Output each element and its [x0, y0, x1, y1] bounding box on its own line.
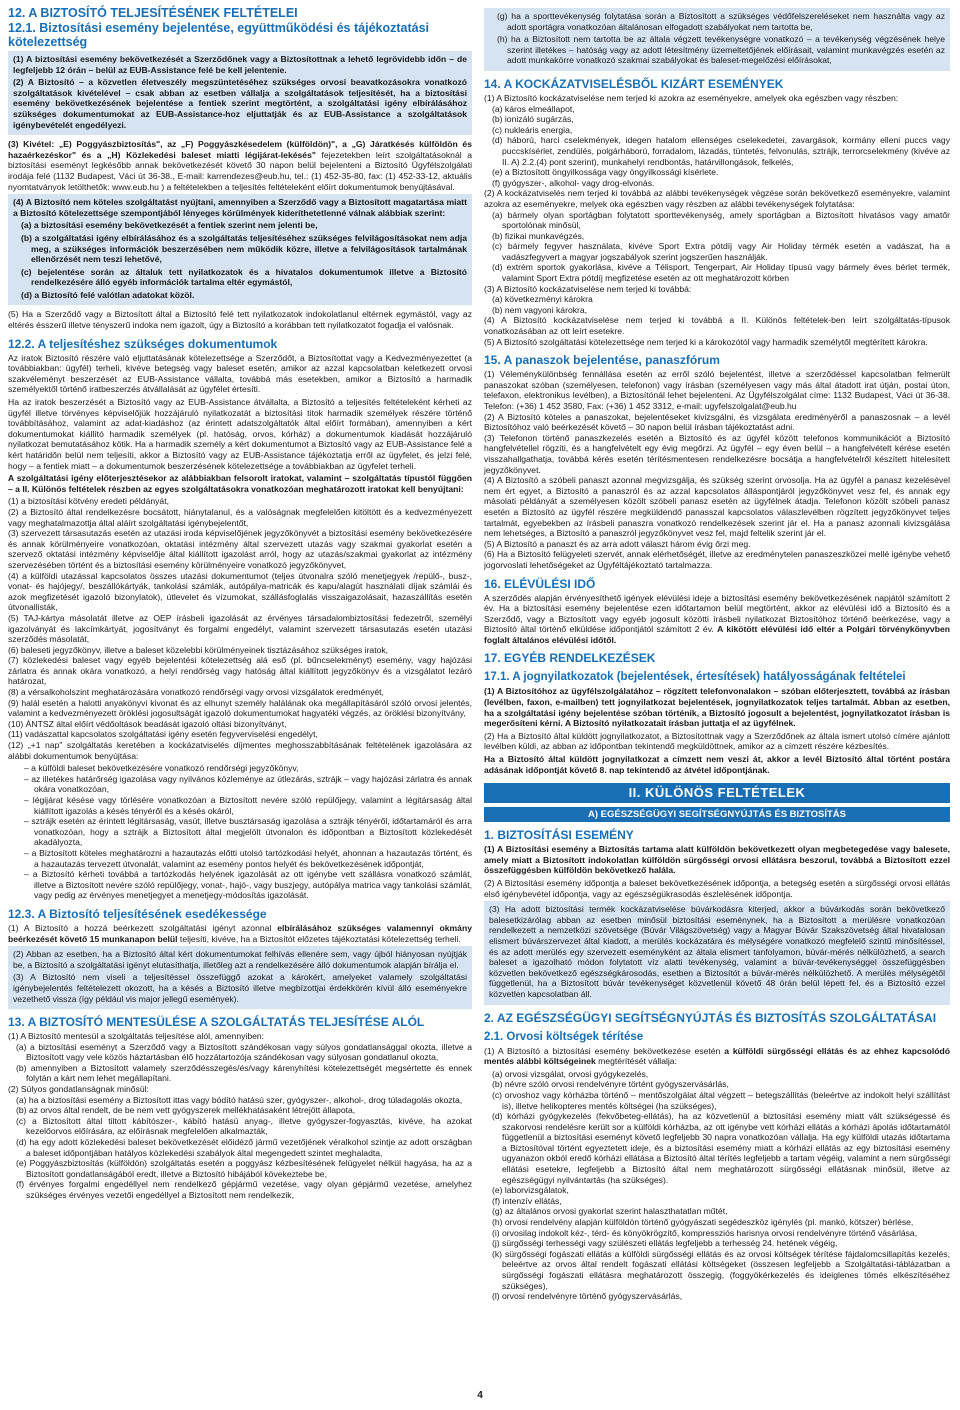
right-column	[484, 6, 950, 1304]
list-item: (b) nem vagyoni károkra,	[492, 304, 588, 315]
list-item: (a) káros elmeállapot,	[492, 103, 575, 114]
section-heading-2: 2. AZ EGÉSZSÉGÜGYI SEGÍTSÉGNYÚJTÁS ÉS BIZTOSÍTÁS SZOLGÁLTATÁSAI	[484, 1010, 937, 1025]
part-subbanner: A) EGÉSZSÉGÜGYI SEGÍTSÉGNYÚJTÁS ÉS BIZTOSÍTÁS	[484, 807, 950, 822]
list-item: (d) a Biztosító felé valótlan adatokat közöl.	[21, 289, 195, 300]
list-item: (1) A Biztosító mentesül a szolgáltatás teljesítése alól, amennyiben:	[8, 1031, 265, 1042]
list-item: (5) TAJ-kártya másolatát illetve az OEP írásbeli igazolását az érvényes társadalombiztosítási fedezetről, személyi igazolványát és lakcímkártyát, jogosítványt és forgalmi engedélyt, valamint szervezett társasutazás esetén utazási szerződés másolatát,	[8, 612, 472, 645]
list-item: (d) háború, harci cselekmények, idegen hatalom ellenséges cselekedetei, zavargások, kormány elleni puccs vagy puccskísérlet, zendülés, polgárháború, forradalom, lázadás, tüntetés, felvonulás, sztrájk, terrorcselekmény (kivéve az II. A) 2.2.(4) pont szerint), munkahelyi rendbontás, határvillongások, felkelés,	[492, 135, 950, 167]
list-item: (5) A Biztosító szolgáltatási kötelezettsége nem terjed ki a károkozótól vagy harmadik személytől megtérített károkra.	[484, 336, 928, 347]
list-item: (3) szervezett társasutazás esetén az utazási iroda képviselőjének jegyzőkönyvét a biztosítási esemény bekövetkezésére és annak körülményeire vonatkozóan, oktatási intézmény által szervezett utazás vagy szakmai gyakorlat esetén a szervező oktatási intézmény képviselője által kiállított igazolást arról, hogy az utazás/szakmai gyakorlat az intézmény szervezésében történt és a biztosítási esemény körülményeire vonatkozó jegyzőkönyvet,	[8, 528, 472, 570]
list-item: (d) kórházi gyógykezelés (fekvőbeteg-ellátás), ha az közvetlenül a biztosítási esemény miatt vált szükségessé és szakorvosi rendelésre került sor a külföldi kórházba, az ott igénybe vett kórházi ellátás a kórházi ápolás időtartamától függetlenül a biztosítási eseményt követő legfeljebb 30 napra vonatkozóan vállalja. Ha egy külföldi utazás időtartama a Biztosítóval történt egyeztetett ideje, és a biztosítási esemény miatt a kórházi ellátás az egy biztosítási esemény ugyanazon okból eredő kórházi ellátása a Biztosító által térítés legfeljebb a tartam végéig, valamint a nem sürgősségi ellátási esetekre, legfeljebb a Biztosító által nem meghatározott sürgősségi ellátásnak minősül, illetve az egészségügyi nyilvántartás (ha szükséges).	[492, 1111, 950, 1185]
document-list	[8, 496, 472, 761]
paragraph: (2) Abban az esetben, ha a Biztosító által kért dokumentumokat felhívás ellenére sem, vagy újból hiányosan nyújtják be, a Biztosító a szolgáltatási igényt elutasíthatja, illetőleg azt a rendelkezésére álló dokumentumok alapján bírálja el.	[13, 949, 467, 970]
list-item: (c) bármely fegyver használata, kivéve Sport Extra pótdíj vagy Air Holiday térmék esetén a vadászat, ha a vadászfegyvert a magyar jogszabályok szerint jogszerűen használják.	[492, 241, 950, 262]
list-item: (f) gyógyszer-, alkohol- vagy drog-elvonás.	[492, 177, 655, 188]
list-item: (4) A Biztosító kockázatviselése nem terjed ki továbbá a II. Különös feltételek-ben leírt szolgáltatás-típusok vonatkozásában az ott leírt esetekre.	[484, 315, 950, 337]
medical-costs-list	[484, 1069, 950, 1302]
section-heading-16: 16. ELÉVÜLÉSI IDŐ	[484, 576, 596, 591]
list-item: (a) orvosi vizsgálat, orvosi gyógykezelés,	[492, 1068, 649, 1079]
list-item: (c) orvoshoz vagy kórházba történő – mentőszolgálat által végzett – betegszállítás (beleértve az indokolt helyi szállítást is), illetve helikopteres mentés költségei (ha szükséges),	[492, 1089, 950, 1111]
list-item: (e) a Biztosított öngyilkossága vagy öngyilkossági kísérlete.	[492, 167, 719, 178]
list-item: (6) baleseti jegyzőkönyv, illetve a baleset közelebbi körülményeinek tisztázásához szükséges iratok,	[8, 644, 389, 655]
sub-list	[8, 763, 472, 901]
list-item: – a Biztosító kérheti továbbá a tartózkodás helyének igazolását az ott igénybe vett szállásra vonatkozó számlát, illetve a Biztosított nevére szóló repülőjegy, vonat-, hajó-, vagy buszjegy, autópálya matrica vagy tankolási számlát, vagy pedig az érvényes menetjegyet a menetjegy-módosítás igazolását.	[24, 869, 472, 901]
section-heading-14: 14. A KOCKÁZATVISELÉSBŐL KIZÁRT ESEMÉNYEK	[484, 76, 784, 91]
list-item: (4) A Biztosító a szóbeli panaszt azonnal megvizsgálja, és szükség szerint orvosolja. Ha az ügyfél a panasz kezelésével nem ért egyet, a Biztosító a panaszról és az azzal kapcsolatos álláspontjáról jegyzőkönyvet vesz fel, és annak egy másolati példányát a személyesen közölt szóbeli panasz esetén az ügyfélnek átadja. Telefonon közölt szóbeli panasz esetén a Biztosító az ügyfél részére megküldendő panasszal kapcsolatos válaszlevélben rögzített jegyzőkönyvet teljes tartalmát, egyebekben az írásbeli panaszra vonatkozó rendelkezések szerint jár el. Ha a panasz azonnali kivizsgálása nem lehetséges, a Biztosító a panaszról jegyzőkönyvet vesz fel, majd feltelik szerint jár el.	[484, 475, 950, 539]
paragraph: (4) A Biztosító nem köteles szolgáltatást nyújtani, amennyiben a Szerződő vagy a Biztosított magatartása miatt a Biztosító kötelezettsége szempontjából lényeges körülmények kideríthetetlenné válnak alábbiak szerint:	[13, 197, 467, 218]
list-item: (g) ha a sporttevékenység folytatása során a Biztosított a szükséges védőfelszereléseket nem használta vagy az adott sportágra vonatkozóan általánosan elfogadott szabályokat nem tartotta be,	[497, 11, 945, 32]
list-item: (g) az általános orvosi gyakorlat szerint halaszthatatlan műtét,	[492, 1206, 728, 1217]
page-number: 4	[477, 1390, 483, 1401]
list-item: – a külföldi baleset bekövetkezésére vonatkozó rendőrségi jegyzőkönyv,	[24, 763, 299, 774]
subsection-heading-2-1: 2.1. Orvosi költségek térítése	[484, 1030, 644, 1043]
list-item: (4) a külföldi utazással kapcsolatos összes utazási dokumentumot (teljes útvonalra szóló menetjegyek /repülő-, busz-, vonat- és hajójegy/, beszállókártyák, tankolási számlák, autópálya-matricák és kapu/alagút használati díjak számlái és azok megfizetését igazoló bizonylatok), útlevelet és vízumokat, szállásfoglalás visszaigazolásait, hazaszállítás esetén útvonallisták,	[8, 570, 472, 613]
list-item: (b) amennyiben a Biztosított valamely szerződésszegés/és/vagy kárenyhítési kötelezettségét megsértette és ennek folytán a kárt nem lehet megállapítani.	[16, 1062, 472, 1084]
list-item: (b) fizikai munkavégzés,	[492, 230, 585, 241]
list-item: (a) ha a biztosítási esemény a Biztosított ittas vagy bódító hatású szer, gyógyszer-, alkohol-, drog túladagolás okozta,	[16, 1094, 463, 1105]
paragraph: (1) A biztosítási esemény bekövetkezését a Szerződőnek vagy a Biztosítottnak a lehető legrövidebb időn – de legfeljebb 12 órán – belül az EUB-Assistance felé be kell jelentenie.	[13, 54, 467, 75]
section-heading-12: 12. A BIZTOSÍTÓ TELJESÍTÉSÉNEK FELTÉTELEI	[8, 6, 298, 20]
list-item: (2) Súlyos gondatlanságnak minősül:	[8, 1084, 149, 1095]
list-item: – a Biztosított köteles meghatározni a hazautazás előtti utolsó tartózkodási helyét, ahonnan a hazautazás történt, és a hazautazás tervezett útvonalát, valamint az esemény pontos helyét és bekövetkezésének időpontját,	[24, 847, 472, 869]
list-item: (2) A kockázatviselés nem terjed ki továbbá az alábbi tevékenységek végzése során bekövetkező eseményekre, valamint azokra az eseményekre, melyek oka egészben vagy részben az alábbi tevékenységek folytatása:	[484, 188, 950, 209]
list-item: (12) „+1 nap" szolgáltatás keretében a kockázatviselés díjmentes meghosszabbításának feltételének igazolására az alábbi dokumentumok benyújtása:	[8, 740, 472, 761]
list-item: – az illetékes határőrség igazolása vagy nyilvános közleménye az útlezárás, sztrájk – vagy hajózási zárlatra és annak okára vonatkozóan,	[24, 773, 472, 795]
section-heading-17: 17. EGYÉB RENDELKEZÉSEK	[484, 651, 656, 666]
highlight-box-diving	[484, 901, 950, 1004]
list-item: (1) A Biztosító kockázatviselése nem terjed ki azokra az eseményekre, amelyek oka egészben vagy részben:	[484, 92, 899, 103]
highlight-box-notification	[8, 51, 472, 135]
part-banner: II. KÜLÖNÖS FELTÉTELEK	[484, 783, 950, 803]
list-item: (h) ha a Biztosított nem tartotta be az általa végzett tevékenységre vonatkozó – a tevékenység végzésének helye szerint illetékes – hatóság vagy az adott létesítmény üzemeltetőjének előírásait, valamint munkavégzés esetén az adott munkakörre vonatkozó szakmai szabályokat és baleset-megelőzési előírásokat,	[497, 34, 945, 66]
highlight-box-continued	[484, 8, 950, 71]
left-column	[8, 6, 472, 1203]
list-item: (e) Poggyászbiztosítás (külföldön) szolgáltatás esetén a poggyász kézbesítésének felügyelet nélkül hagyása, ha az a Biztosított gondatlanságából eredt, illetve a Biztosító hibájából kövekeztebe be,	[16, 1158, 472, 1179]
list-item: (b) az orvos által rendelt, de be nem vett gyógyszerek mellékhatásaként létrejött állapota,	[16, 1105, 356, 1116]
list-item: (b) névre szóló orvosi rendelvényre történt gyógyszervásárlás,	[492, 1079, 729, 1090]
list-item: (b) a szolgáltatási igény elbírálásához és a szolgáltatás teljesítéséhez szükséges felvilágosításokat nem adja meg, a szükséges információk beszerzésében nem működik közre, illetve a felvilágosítások tartalmának ellenőrzését nem teszi lehetővé,	[21, 232, 467, 265]
exclusion-list	[484, 93, 950, 347]
list-item: (a) a biztosítási esemény bekövetkezését a fentiek szerint nem jelenti be,	[21, 220, 318, 231]
complaints-list	[484, 369, 950, 570]
paragraph: (1) A Biztosítási esemény a Biztosítás tartama alatt külföldön bekövetkezett olyan megbetegedése vagy balesete, amely miatt a Biztosított indokolatlan külföldön sürgősségi orvosi ellátásra beszorul, továbbá a Biztosított ezzel összefüggésben külföldön bekövetkező halála.	[484, 844, 950, 876]
list-item: (c) bejelentése során az általuk tett nyilatkozatok és a hivatalos dokumentumok illetve a Biztosító rendelkezésére álló egyéb információk tartalma eltér egymástól,	[21, 266, 467, 288]
paragraph: (1) A Biztosítóhoz az ügyfélszolgálatához – rögzített telefonvonalakon – szóban előterjesztett, továbbá az írásban (levélben, faxon, e-mailben) tett jognyilatkozat bejelentések, jognyilatkozatok teljes tartalmát. Abban az esetben, ha a szolgáltatási igény bejelentése szóban történik, a Biztosító jogosult a bejelentést, jognyilatkozatot írásban is megerősíteni kérni. A Biztosító nyilatkozatait írásban juttatja el az ügyfélnek.	[484, 686, 950, 729]
list-item: (f) érvényes forgalmi engedéllyel nem rendelkező gépjármű vezetése, vagy olyan gépjármű vezetése, amelyhez szükséges érvényes vezetői engedéllyel a Biztosított nem rendelkezik,	[16, 1179, 472, 1200]
subsection-heading-17-1: 17.1. A jognyilatkozatok (bejelentések, értesítések) hatályosságának feltételei	[484, 671, 906, 684]
list-item: (l) orvosi rendelvényre történő gyógyszervásárlás,	[492, 1291, 683, 1302]
paragraph-5: (5) Ha a Szerződő vagy a Biztosított által a Biztosító felé tett nyilatkozatok indokolatlanul eltérnek egymástól, vagy az eltérés ésszerű illetve tényszerű indoka nem igazolt, úgy a Biztosító a korábban tett nyilatkozatot fogadja el valósnak.	[8, 309, 472, 331]
list-item: (1) a biztosítási kötvény eredeti példányát,	[8, 496, 169, 507]
paragraph: (1) A Biztosító a hozzá beérkezett szolgáltatási igényt azonnal elbírálásához szükséges valamennyi okmány beérkezését követő 15 munkanapon belül teljesíti, kivéve, ha a Biztosítót előzetes tájékoztatási kötelezettség terheli.	[8, 922, 472, 944]
highlight-box-exemption	[8, 194, 472, 305]
paragraph: (3) Ha adott biztosítási termék kockázatviselése búvárkodásra kiterjed, akkor a búvárkodás során bekövetkező balesetkizárólag abban az esetben minősül biztosítási eseménynek, ha a Biztosított a merülésre vonatkozóan rendelkezett a nemzetközi szövetsége (Búvár Világszövetség) vagy a Magyar Búvár Szakszövetség által hivatalosan elismert búvárszervezet által kiadott, a merülés kockázatára és mélységére vonatkozó megfelelő szintű minősítéssel, és az adott merülés egy szervezett eseményként az általa elismert tanfolyamon, búvár-mérés nélkülözhető, a search baleset a igazolható módon folytatott víz alatti tevékenység, valamint a búvár-tevékenységgel összefüggésben közvetlen bekövetkező egészségkárosodás, esetben a Biztosítót a búvár-mérés nélkülözhető. A merülés mélységétől függetlenül, ha a Biztosított búvár tevékenységet közvetlenül követő 48 órán belül lépett fel, és a Biztosító ezzel közvetlen kapcsolatban áll.	[489, 904, 945, 999]
list-item: (d) ha egy adott közlekedési baleset bekövetkezését előidéző jármű vezetőjének véralkohol szintje az adott országban a baleset időpontjában hatályos közlekedési szabályok által megengedett szintet meghaladta,	[16, 1137, 472, 1158]
paragraph: A szerződés alapján érvényesíthető igények elévülési ideje a biztosítási esemény bekövetkezésének napjától számított 2 év. Ha a biztosítási esemény bejelentése ezen időtartamon belül megtörtént, akkor az elévülési idő a Biztosító és a Szerződő, vagy a Biztosított vagy egyéb jogosult közötti írásbeli nyilatkozat Biztosítóhoz történő beérkezése, vagy a Biztosító által történő elküldése időpontjától számított 2 év. A kikötött elévülési idő eltér a Polgári törvénykönyvben foglalt általános elévülési időtől.	[484, 592, 950, 645]
highlight-box-due	[8, 946, 472, 1009]
subsection-heading-12-3: 12.3. A Biztosító teljesítésének esedékessége	[8, 906, 267, 921]
paragraph: (1) A Biztosító a biztosítási esemény bekövetkezése esetén a külföldi sürgősségi ellátás és az ehhez kapcsolódó mentés alábbi költségeinek megtérítését vállalja:	[484, 1045, 950, 1067]
list-item: (h) orvosi rendelvény alapján külföldön történő gyógyászati segédeszköz igénylés (pl. mankó, kötszer) bérlése,	[492, 1217, 914, 1228]
list-item: (9) halál esetén a halotti anyakönyvi kivonat és az elhunyt személy halálának oka megállapításáról szóló orvosi jelentés, valamint a kedvezményezett öröklési jogosultságát igazoló dokumentumokat hagyatéki végzés, az öröklési bizonyítvány,	[8, 697, 472, 719]
paragraph: (3) A Biztosító nem viseli a teljesítéssel összefüggő azokat a károkért, amelyeket valamely szolgáltatási igénybejelentés feltételezett okozott, ha a késés a Biztosító illetve megbízottjai érdekkörén kívül álló eseményekre vezethető vissza (így például vis major jellegű események).	[13, 972, 467, 1004]
paragraph: (2) A Biztosító – a közvetlen életveszély megszüntetéséhez szükséges orvosi beavatkozásokra vonatkozó szolgáltatások kivételével – csak abban az esetben vállalja a szolgáltatások teljesítését, ha a biztosítási esemény bekövetkezésének bejelentése a fentiek szerint megtörtént, a szolgáltatási igény elbírálásához szükséges dokumentumokat az EUB-Assistance-hoz eljuttatják és az EUB-Assistance a szolgáltatások igénybevételét engedélyezi.	[13, 77, 467, 130]
paragraph: Az iratok Biztosító részére való eljuttatásának kötelezettsége a Szerződőt, a Biztosítottat vagy a Kedvezményezettet (a továbbiakban: ügyfél) terheli, kivéve betegség vagy baleset esetén, amikor az azzal kapcsolatban keletkezett orvosi szakvéleményt beszerzését az EUB-Assistance vállalta, továbbá más esetekben, amikor a Biztosító a harmadik személyektől történő iratbeszerzés átvállalását az ügyfélet értesíti.	[8, 352, 472, 395]
section-heading-13: 13. A BIZTOSÍTÓ MENTESÜLÉSE A SZOLGÁLTATÁS TELJESÍTÉSE ALÓL	[8, 1015, 425, 1030]
list-item: (c) a Biztosított által tiltott kábítószer-, kábító hatású anyag-, illetve gyógyszer-fogyasztás, kivéve, ha azokat kezelőorvos előírására, az előírásnak megfelelően alkalmazták,	[16, 1115, 472, 1137]
list-item: – légijárat késése vagy törlésére vonatkozóan a Biztosított nevére szóló repülőjegy, valamint a légitársaság által kiállított igazolás a késés tényéről és a késés okáról,	[24, 795, 472, 816]
list-item: (a) bármely olyan sportágban folytatott sporttevékenység, amely sportágban a Biztosított hivatásos vagy amatőr sportolónak minősül,	[492, 209, 950, 231]
paragraph: (2) A Biztosítási esemény időpontja a baleset bekövetkezésének időpontja, a betegség esetén a sürgősségi orvosi ellátás első igénybevétel időpontja, vagy az egészségükrasodás észlelésének időpontja.	[484, 878, 950, 899]
list-item: – sztrájk esetén az érintett légitársaság, vasút, illetve busztársaság igazolása a sztrájk tényéről, időtartamáról és arra vonatkozóan, hogy a sztrájk a Biztosított által megjelölt útvonalon és időpontban a Biztosított közlekedését akadályozta,	[24, 816, 472, 848]
paragraph-3: (3) Kivétel: „E) Poggyászbiztosítás", az „F) Poggyászkésedelem (külföldön)", a „G) Járatkésés külföldön és hazaérkezéskor" és a „H) Közlekedési baleset miatti légijárat-lekésés" fejezetekben leírt szolgáltatásoknál a biztosítási eseményt legkésőbb annak bekövetkezését követő 30 napon belül bejelenteni a Biztosító Ügyfélszolgálati irodája felé (1132 Budapest, Váci út 36-38., E-mail: karrendezes@eub.hu, tel.: (1) 452-35-80, fax: (1) 452-33-12, aktuális nyomtatványok letölthetők: www.eub.hu ) a feltételekben a teljesítés feltételeként előírt dokumentumok benyújtásával.	[8, 139, 473, 192]
paragraph: (2) Ha a Biztosító által küldött jognyilatkozatot, a Biztosítottnak vagy a Szerződőnek az általa ismert utolsó címére ajánlott levélben küldi, az abban az időpontban tekintendő megküldöttnek, amikor az a címzett részére kézbesítés.	[484, 730, 950, 752]
list-item: (3) Telefonon történő panaszkezelés esetén a Biztosító és az ügyfél között telefonos kommunikációt a Biztosító hangfelvétellel rögzíti, és a hangfelvételt egy évig megőrzi. Az ügyfél – egy éven belül – a hangfelvételt kérése esetén visszahallgathatja, továbbá kérés esetén térítésmentesen rendelkezésre bocsátja a hangfelvételről készített hitelesített jegyzőkönyvet.	[484, 432, 950, 475]
subsection-heading-12-1: 12.1. Biztosítási esemény bejelentése, együttműködési és tájékoztatási kötelezettség	[8, 21, 430, 49]
list-item: (8) a vérsalkoholszint meghatározására vonatkozó rendőrségi vagy orvosi vizsgálatok eredményét,	[8, 687, 384, 698]
list-item: (11) vadászattal kapcsolatos szolgáltatási igény esetén fegyverviselési engedélyt,	[8, 729, 318, 740]
list-item: (k) sürgősségi fogászati ellátás a külföldi sürgősségi ellátás és az orvosi költségek térítése fájdalomcsillapítás kezelés, beleértve az orvos által rendelt fogászati ellátási költségeket (összesen legfeljebb a Szolgáltatási-táblázatban a sürgősségi fogászati ellátásra meghatározott összegig, (foggyökérkezelés és ideiglenes tömés elkészítéséhez szükséges),	[492, 1248, 950, 1291]
list-item: (3) A Biztosító kockázatviselése nem terjed ki továbbá:	[484, 283, 692, 294]
list-item: (b) ionizáló sugárzás,	[492, 114, 574, 125]
subsection-heading-12-2: 12.2. A teljesítéshez szükséges dokumentumok	[8, 336, 278, 351]
paragraph-bold: A szolgáltatási igény előterjesztésekor az alábbiakban felsorolt iratokat, valamint – szolgáltatás típustól függően – a II. Különös feltételek részben az egyes szolgáltatásokra vonatkozóan meghatározott iratokat kell benyújtani:	[8, 473, 472, 494]
list-item: (i) orvosilag indokolt kéz-, térd- és könyökrögzítő, kompressziós harisnya orvosi rendelvényre történő vásárlása,	[492, 1227, 918, 1238]
list-item: (10) ÁNTSZ által előírt védőoltások beadását igazoló oltási bizonyítványt,	[8, 718, 287, 729]
section-heading-1: 1. BIZTOSÍTÁSI ESEMÉNY	[484, 828, 634, 843]
list-item: (7) közlekedési baleset vagy egyéb bejelentési kötelezettség alá eső (pl. bűncselekményt) esemény, vagy hajózási zárlatra és annak okára vonatkozó, a helyi rendőrség vagy hatóság által kiállított jegyzőkönyv és a vizsgálatot lezáró határozat,	[8, 655, 472, 687]
list-item: (2) A Biztosító köteles a panaszokat, bejelentéseket kivizsgálni, és vizsgálata eredményéről a panaszosnak – a levél Biztosítóhoz való beérkezését követő – 30 napon belül írásban tájékoztatást adni.	[484, 411, 950, 433]
list-item: (1) Véleménykülönbség fennállása esetén az erről szóló bejelentést, illetve a szerződéssel kapcsolatban felmerült panaszokat szóban (személyesen, telefonon) vagy írásban (személyesen vagy más által átadott irat útján, postai úton, telefaxon, elektronikus levélben), a Biztosítónál lehet bejelenteni. Az Ügyfélszolgálat címe: 1132 Budapest, Váci út 36-38. Telefon: (+36) 1 452 3580, Fax: (+36) 1 452 3312, e-mail: ugyfelszolgalat@eub.hu	[484, 369, 950, 411]
list-item: (a) a biztosítási eseményt a Szerződő vagy a Biztosított szándékosan vagy súlyos gondatlansággal okozta, illetve a Biztosított vagy vele közös háztartásban élő hozzátartozója szándékosan vagy súlyosan gondatlanul okozta,	[16, 1041, 472, 1063]
list-item: (e) laborvizsgálatok,	[492, 1185, 569, 1196]
list-item: (d) extrém sportok gyakorlása, kivéve a Télisport, Tengerpart, Air Holiday típusú vagy bármely éves bérlet termék, valamint Sport Extra pótdíj megfizetése esetén az ott meghatározott körben	[492, 262, 950, 284]
list-item: (2) a Biztosító által rendelkezésre bocsátott, hiánytalanul, és a valóságnak megfelelően kitöltött és a kedvezményezett vagy meghatalmazottja által aláírt szolgáltatási igénybejelentőt,	[8, 506, 472, 528]
paragraph-bold: Ha a Biztosító által küldött jognyilatkozat a címzett nem veszi át, akkor a levél Biztosító által történt postára adásának időpontját követő 8. nap tekintendő az átvétel időpontjának.	[484, 754, 950, 775]
exemption-list	[8, 1031, 472, 1201]
list-item: (5) A Biztosító a panaszt és az arra adott választ három évig őrzi meg.	[484, 538, 751, 549]
list-item: (j) sürgősségi terhességi vagy szülészeti ellátás legfeljebb a terhesség 24. hetének végéig,	[492, 1238, 838, 1249]
list-item: (a) következményi károkra	[492, 294, 593, 305]
section-heading-15: 15. A panaszok bejelentése, panaszfórum	[484, 353, 720, 368]
list-item: (f) intenzív ellátás,	[492, 1195, 562, 1206]
list-item: (6) Ha a Biztosító felügyeleti szervét, annak elérhetőségét, illetve az eredménytelen panaszeszközei mellé igénybe vehető jogorvoslati lehetőségeket az Ügyféltájékoztató tartalmazza.	[484, 549, 950, 570]
list-item: (c) nukleáris energia,	[492, 124, 573, 135]
paragraph: Ha az iratok beszerzését a Biztosító vagy az EUB-Assistance átvállalta, a Biztosító a teljesítés feltételeként kérheti az ügyfél illetve törvényes képviselőjük hozzájáruló nyilatkozatát a biztosítási titok harmadik személyek részére történő továbbításához, valamint az adat-kiadáshoz (az érintett adatszolgáltatók által előírt formában), amennyiben a kért dokumentumokat kiállító harmadik személyek (pl. hatóság, orvos, kórház) a dokumentumok kiadását hozzájáruló nyilatkozat bemutatásához kötik. Ha a harmadik személy a kért dokumentumot a Biztosító vagy az EUB-Assistance felé a kért határidőn belül nem teljesíti, akkor a Biztosító vagy az EUB-Assistance tájékoztatja erről az ügyfelet, és jelzi felé, hogy – a fentiek miatt – a dokumentumok beszerzésének kötelezettsége a továbbiakban az ügyfelet terheli.	[8, 397, 472, 471]
